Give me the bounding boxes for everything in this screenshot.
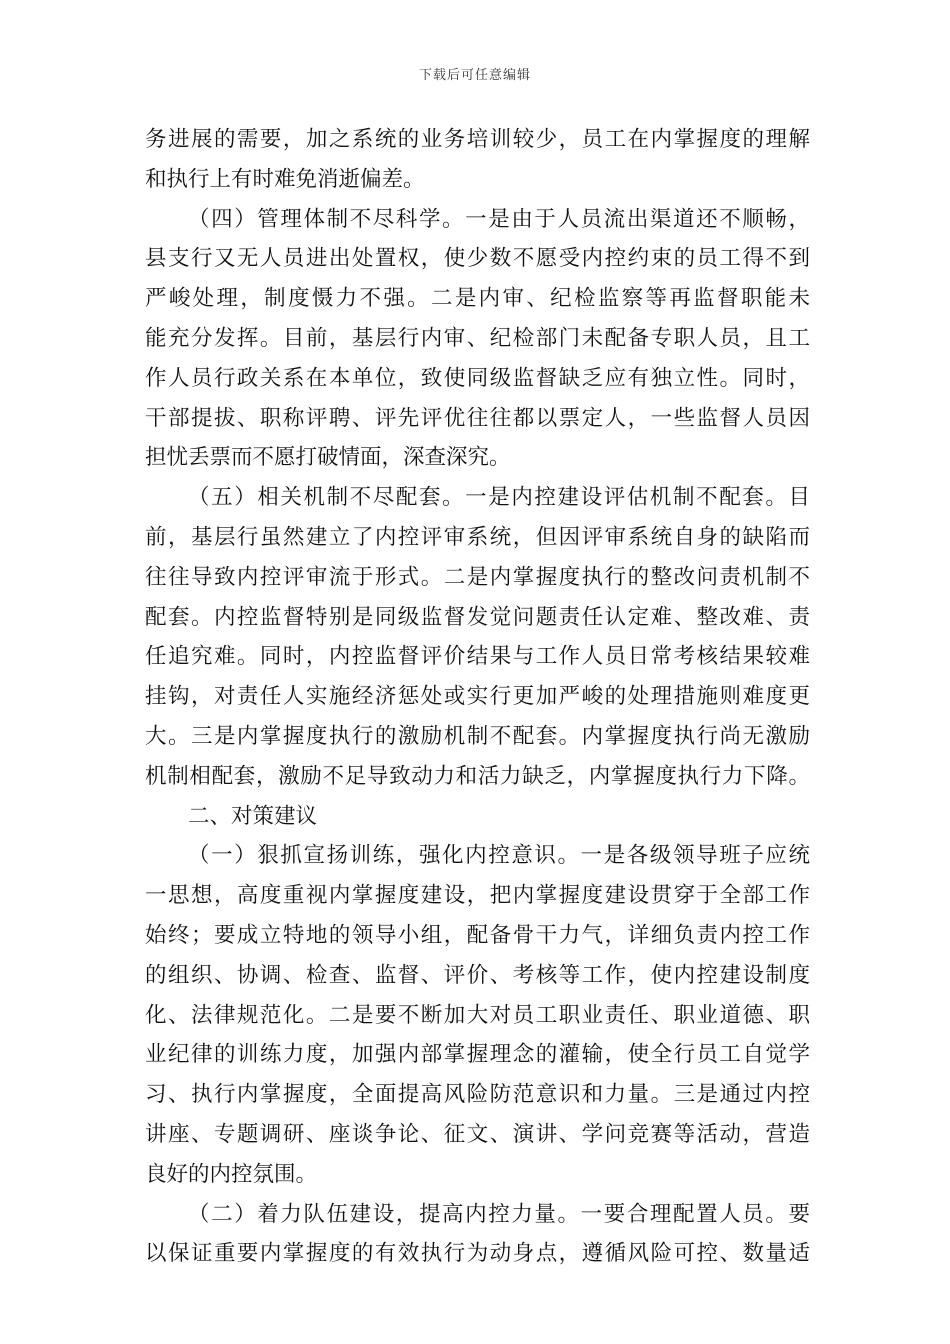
text-line (145, 598, 810, 638)
text-line-content: 始终；要成立特地的领导小组，配备骨干力气，详细负责内控工作 (145, 922, 810, 948)
text-line (145, 836, 810, 876)
text-line-content: 业纪律的训练力度，加强内部掌握理念的灌输，使全行员工自觉学 (145, 1042, 810, 1068)
text-line (145, 279, 810, 319)
text-line (145, 359, 810, 399)
text-line (145, 319, 810, 359)
text-line-content: 大。三是内掌握度执行的激励机制不配套。内掌握度执行尚无激励 (145, 723, 810, 749)
document-body (145, 120, 810, 1274)
text-line-content: 化、法律规范化。二是要不断加大对员工职业责任、职业道德、职 (145, 1002, 810, 1028)
text-line (145, 757, 810, 797)
text-line-content: 任追究难。同时，内控监督评价结果与工作人员日常考核结果较难 (145, 644, 810, 670)
text-line-content: 务进展的需要，加之系统的业务培训较少，员工在内掌握度的理解 (145, 127, 810, 152)
text-line-content: 能充分发挥。目前，基层行内审、纪检部门未配备专职人员，且工 (145, 325, 810, 351)
text-line (145, 239, 810, 279)
text-line-content: 往往导致内控评审流于形式。二是内掌握度执行的整改问责机制不 (145, 564, 810, 590)
text-line (145, 438, 810, 478)
text-line-content: 的组织、协调、检查、监督、评价、考核等工作，使内控建设制度 (145, 962, 810, 988)
text-line (145, 399, 810, 439)
text-line (145, 1195, 810, 1235)
text-line (145, 1155, 810, 1195)
text-line-content: 机制相配套，激励不足导致动力和活力缺乏，内掌握度执行力下降。 (145, 763, 810, 789)
text-line-content: （五）相关机制不尽配套。一是内控建设评估机制不配套。目 (188, 485, 810, 511)
text-line (145, 677, 810, 717)
text-line (145, 876, 810, 916)
text-line-content: （一）狠抓宣扬训练，强化内控意识。一是各级领导班子应统 (188, 843, 810, 869)
text-line (145, 200, 810, 240)
text-line-content: 讲座、专题调研、座谈争论、征文、演讲、学问竞赛等活动，营造 (145, 1121, 810, 1147)
text-line (145, 916, 810, 956)
text-line-content: 挂钩，对责任人实施经济惩处或实行更加严峻的处理措施则难度更 (145, 684, 810, 710)
text-line (145, 1115, 810, 1155)
text-line-content: 县支行又无人员进出处置权，使少数不愿受内控约束的员工得不到 (145, 246, 810, 272)
text-line (145, 160, 810, 200)
text-line (145, 1075, 810, 1115)
text-line (145, 637, 810, 677)
page-header: 下载后可任意编辑 (418, 68, 531, 83)
text-line (145, 996, 810, 1036)
text-line-content: 前，基层行虽然建立了内控评审系统，但因评审系统自身的缺陷而 (145, 524, 810, 550)
text-line-content: 干部提拔、职称评聘、评先评优往往都以票定人，一些监督人员因 (145, 405, 810, 431)
text-line-content: （二）着力队伍建设，提高内控力量。一要合理配置人员。要 (188, 1201, 810, 1227)
text-line-content: 配套。内控监督特别是同级监督发觉问题责任认定难、整改难、责 (145, 604, 810, 630)
text-line-content: （四）管理体制不尽科学。一是由于人员流出渠道还不顺畅， (188, 206, 810, 232)
text-line (145, 558, 810, 598)
text-line (145, 797, 810, 837)
text-line (145, 518, 810, 558)
text-line-content: 作人员行政关系在本单位，致使同级监督缺乏应有独立性。同时， (145, 365, 810, 391)
text-line (145, 1234, 810, 1274)
text-line (145, 956, 810, 996)
text-line (145, 1035, 810, 1075)
text-line-content: 二、对策建议 (188, 803, 318, 829)
text-line-content: 严峻处理，制度慑力不强。二是内审、纪检监察等再监督职能未 (145, 286, 810, 312)
text-line-content: 习、执行内掌握度，全面提高风险防范意识和力量。三是通过内控 (145, 1082, 810, 1108)
text-line (145, 120, 810, 160)
text-line (145, 478, 810, 518)
text-line-content: 以保证重要内掌握度的有效执行为动身点，遵循风险可控、数量适 (145, 1241, 810, 1267)
text-line-content: 良好的内控氛围。 (145, 1161, 318, 1187)
text-line-content: 担忧丢票而不愿打破情面，深查深究。 (145, 445, 511, 471)
text-line-content: 一思想，高度重视内掌握度建设，把内掌握度建设贯穿于全部工作 (145, 883, 810, 909)
text-line-content: 和执行上有时难免消逝偏差。 (145, 166, 425, 192)
text-line (145, 717, 810, 757)
